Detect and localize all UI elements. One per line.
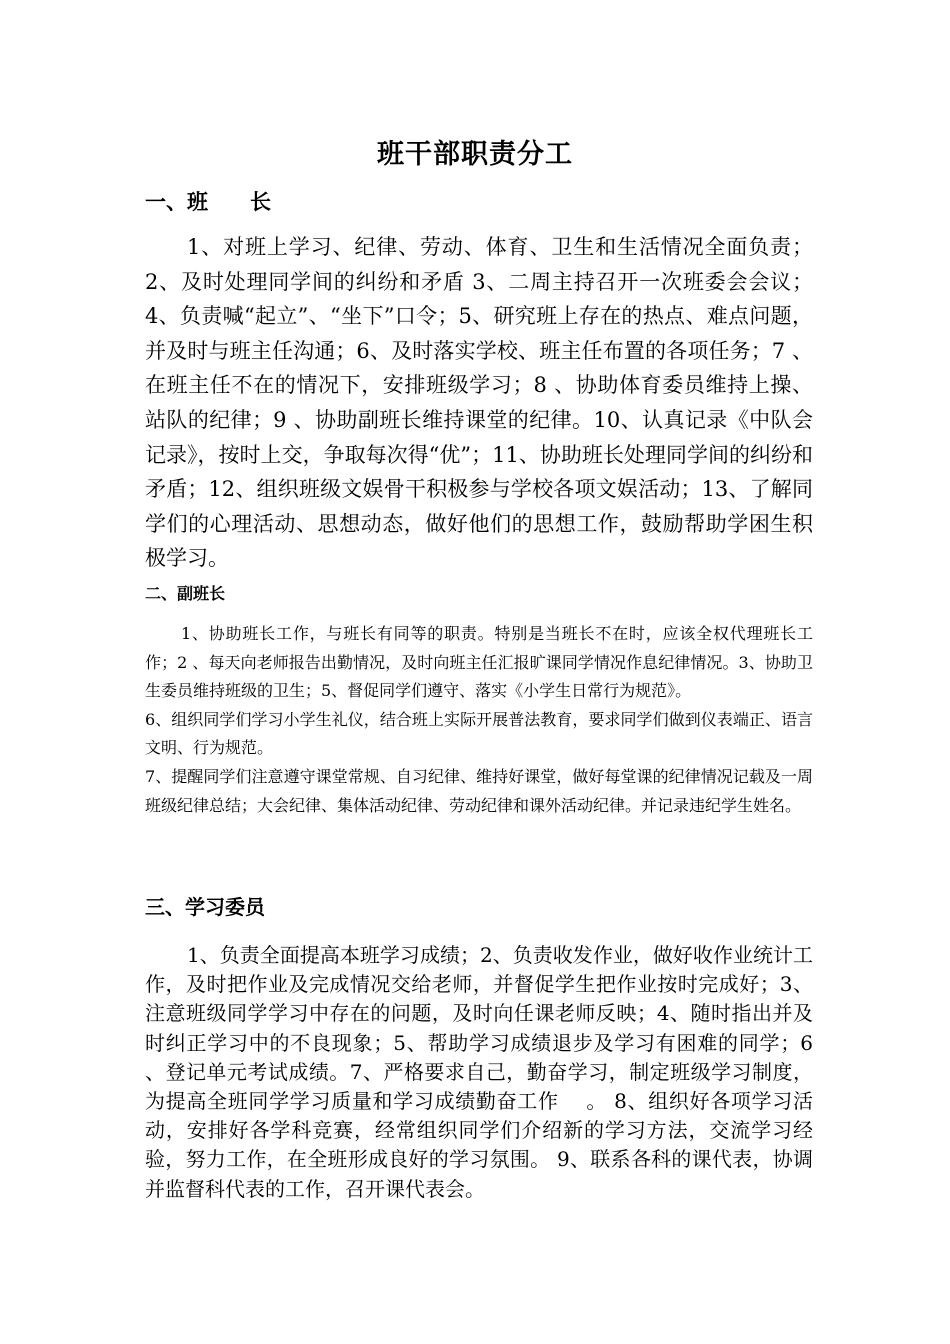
page-title: 班干部职责分工: [377, 139, 573, 170]
section-paragraph-vice-monitor-1: 1、协助班长工作，与班长有同等的职责。特别是当班长不在时，应该全权代理班长工作；2 、每天向老师报告出勤情况，及时向班主任汇报旷课同学情况作息纪律情况。3、协助卫生委员维持班级的卫生；5、督促同学们遵守、落实《小学生日常行为规范》。: [145, 624, 813, 701]
section-heading-class-monitor: 一、班 长: [145, 190, 271, 214]
section-paragraph-vice-monitor-2: 6、组织同学们学习小学生礼仪，结合班上实际开展普法教育，要求同学们做到仪表端正、语言文明、行为规范。: [145, 709, 813, 758]
section-heading-vice-monitor: 二、副班长: [145, 584, 226, 603]
section-heading-study-commissioner: 三、学习委员: [145, 895, 265, 919]
section-paragraph-vice-monitor-3: 7、提醒同学们注意遵守课堂常规、自习纪律、维持好课堂，做好每堂课的纪律情况记载及一周班级纪律总结；大会纪律、集体活动纪律、劳动纪律和课外活动纪律。并记录违纪学生姓名。: [145, 766, 813, 815]
section-paragraph-study-commissioner: 1、负责全面提高本班学习成绩；2、负责收发作业，做好收作业统计工作，及时把作业及完成情况交给老师，并督促学生把作业按时完成好；3、注意班级同学学习中存在的问题，及时向任课老师反映；4、随时指出并及时纠正学习中的不良现象；5、帮助学习成绩退步及学习有困难的同学；6 、登记单元考试成绩。7、严格要求自己，勤奋学习，制定班级学习制度，为提高全班同学学习质量和学习成绩勤奋工作 。 8、组织好各项学习活动，安排好各学科竞赛，经常组织同学们介绍新的学习方法，交流学习经验，努力工作，在全班形成良好的学习氛围。 9、联系各科的课代表，协调并监督科代表的工作，召开课代表会。: [145, 943, 813, 1201]
section-body-vice-monitor: [145, 620, 813, 820]
section-paragraph-class-monitor: 1、对班上学习、纪律、劳动、体育、卫生和生活情况全面负责；2、及时处理同学间的纠纷和矛盾 3、二周主持召开一次班委会会议；4、负责喊“起立”、“坐下”口令；5、研究班上存在的热点、难点问题，并及时与班主任沟通；6、及时落实学校、班主任布置的各项任务；7 、在班主任不在的情况下，安排班级学习；8 、协助体育委员维持上操、站队的纪律；9 、协助副班长维持课堂的纪律。10、认真记录《中队会记录》，按时上交，争取每次得“优”；11、协助班长处理同学间的纠纷和矛盾；12、组织班级文娱骨干积极参与学校各项文娱活动；13、了解同学们的心理活动、思想动态，做好他们的思想工作，鼓励帮助学困生积极学习。: [145, 235, 813, 571]
